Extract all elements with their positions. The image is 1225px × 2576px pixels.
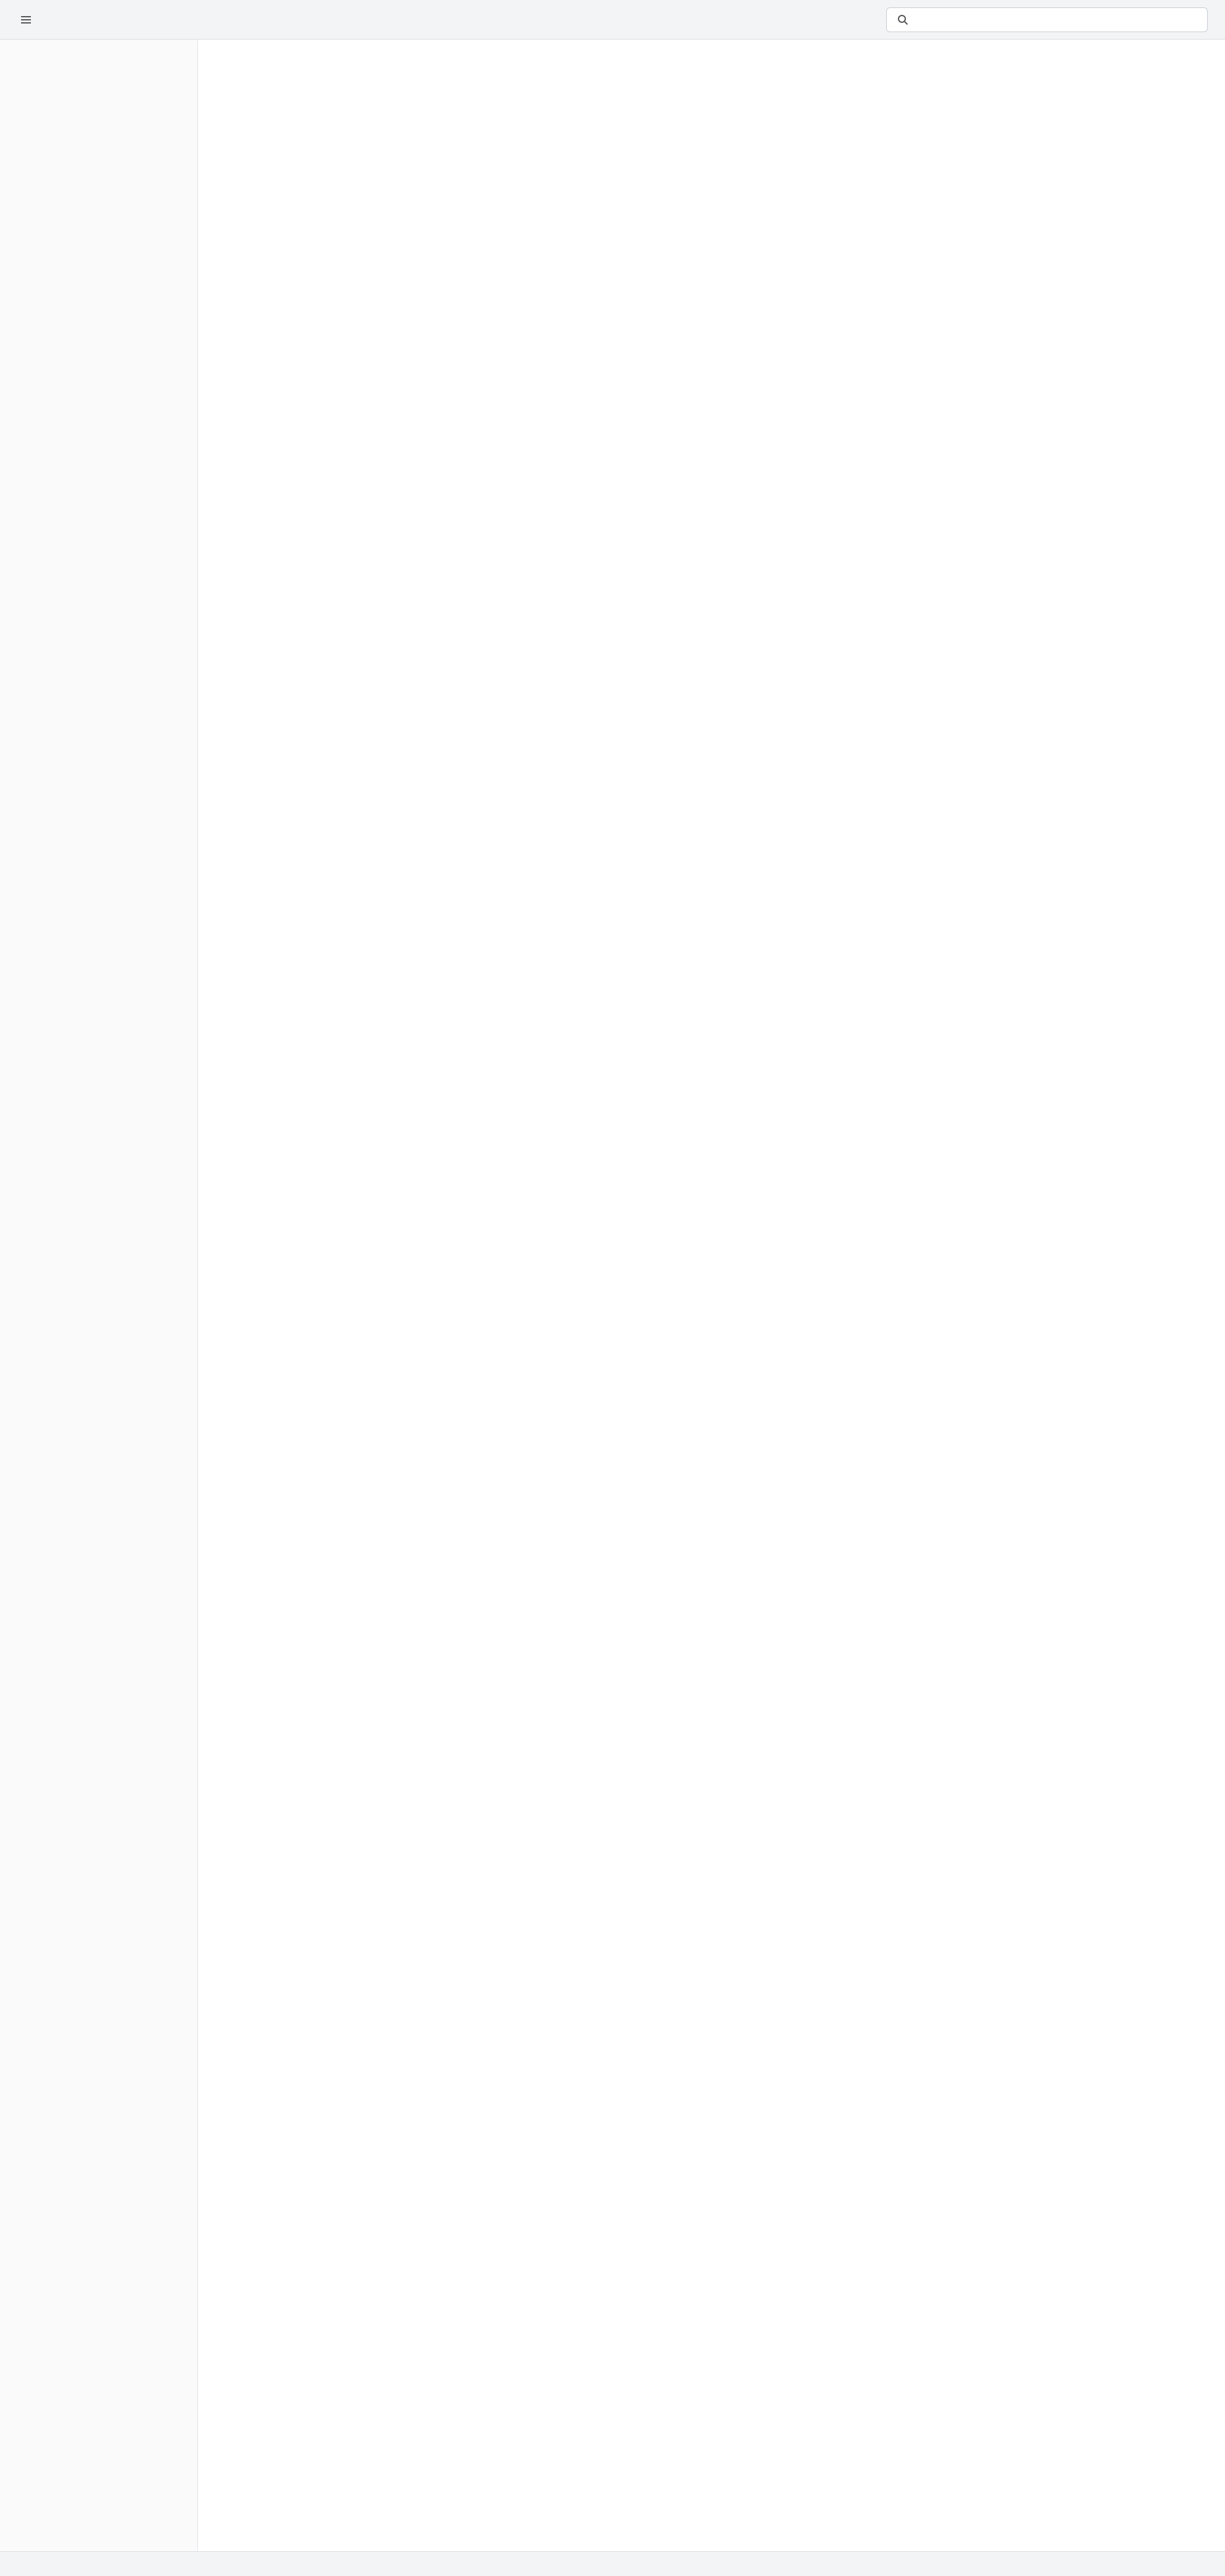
- main-panel: [198, 40, 1225, 2551]
- content-area: [0, 40, 1225, 2551]
- sidebar: [0, 40, 198, 2551]
- search-input[interactable]: [916, 12, 1200, 27]
- top-bar: [0, 0, 1225, 40]
- search-box[interactable]: [886, 7, 1208, 32]
- status-bar: [0, 2551, 1225, 2576]
- search-icon: [894, 11, 911, 28]
- menu-icon[interactable]: [17, 11, 35, 28]
